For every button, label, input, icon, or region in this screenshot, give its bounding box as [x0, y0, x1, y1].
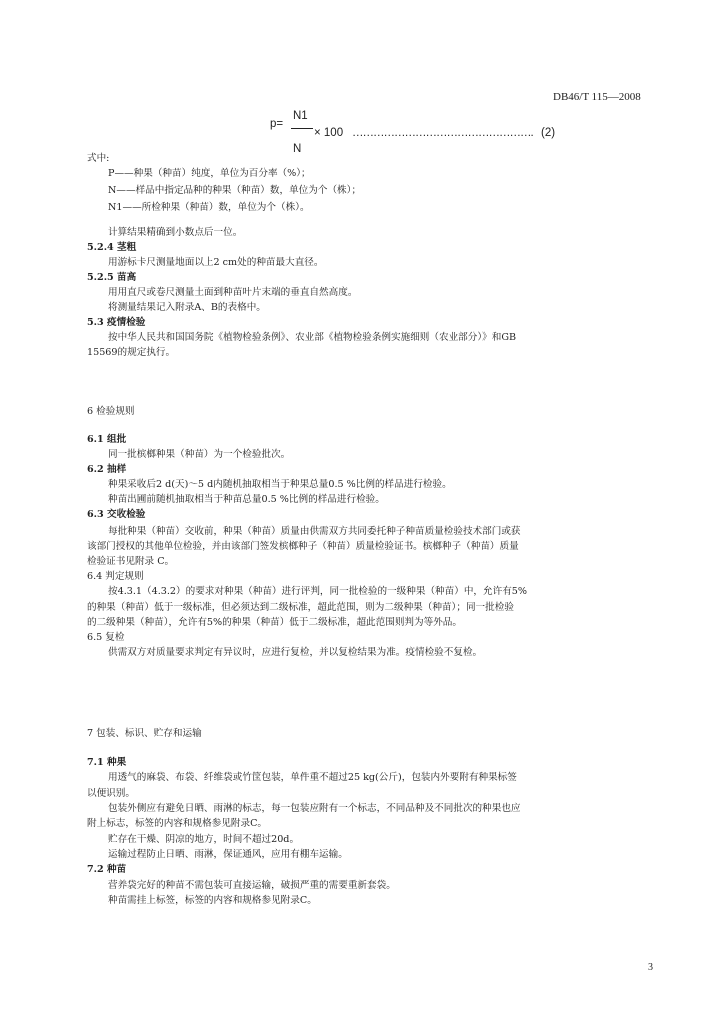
standard-code: DB46/T 115—2008 [553, 91, 641, 103]
section-7-2-p2: 种苗需挂上标签，标签的内容和规格参见附录C。 [108, 895, 317, 906]
section-6-3-line3: 检验证书见附录 C。 [87, 556, 175, 567]
section-5-2-4-body: 用游标卡尺测量地面以上2 cm处的种苗最大直径。 [108, 257, 324, 268]
page-number: 3 [648, 962, 653, 973]
section-5-2-5-title: 5.2.5 苗高 [87, 272, 137, 283]
section-6-5-body: 供需双方对质量要求判定有异议时，应进行复检，并以复检结果为准。疫情检验不复检。 [108, 647, 483, 658]
equation-number: (2) [541, 127, 556, 139]
section-7-1-p3: 贮存在干燥、阴凉的地方，时间不超过20d。 [108, 834, 300, 845]
fraction-bar [291, 128, 313, 129]
where-item-n1: N1——所检种果（种苗）数，单位为个（株）。 [108, 202, 310, 213]
section-6-1-title: 6.1 组批 [87, 434, 127, 445]
where-label: 式中: [87, 153, 110, 164]
section-7-1-title: 7.1 种果 [87, 757, 127, 768]
section-7-1-p1b: 以便识别。 [87, 788, 135, 799]
section-6-4-line1: 按4.3.1（4.3.2）的要求对种果（种苗）进行评判，同一批检验的一级种果（种苗）中，允许有5% [108, 586, 528, 597]
formula-times: × 100 [314, 127, 344, 139]
formula-numerator: N1 [293, 110, 308, 122]
section-5-2-5-body2: 将测量结果记入附录A、B的表格中。 [108, 302, 266, 313]
section-6-5-title: 6.5 复检 [87, 632, 125, 643]
formula-lhs: p= [270, 118, 284, 130]
section-7-1-p4: 运输过程防止日晒、雨淋，保证通风，应用有棚车运输。 [108, 849, 348, 860]
section-6-2-body2: 种苗出圃前随机抽取相当于种苗总量0.5 %比例的样品进行检验。 [108, 494, 385, 505]
section-7-1-p2b: 附上标志，标签的内容和规格参见附录C。 [87, 818, 268, 829]
section-5-3-line1: 按中华人民共和国国务院《植物检验条例》、农业部《植物检验条例实施细则（农业部分）》和GB [108, 332, 517, 343]
section-6-1-body: 同一批槟榔种果（种苗）为一个检验批次。 [108, 449, 291, 460]
section-7-2-p1: 营养袋完好的种苗不需包装可直接运输，破损严重的需要重新套袋。 [108, 880, 396, 891]
section-6-4-title: 6.4 判定规则 [87, 571, 144, 582]
where-item-n: N——样品中指定品种的种果（种苗）数，单位为个（株）； [108, 185, 362, 196]
section-5-3-title: 5.3 疫情检验 [87, 317, 146, 328]
section-7-1-p1a: 用透气的麻袋、布袋、纤维袋或竹筐包装，单件重不超过25 kg(公斤)，包装内外要附有种果标签 [108, 772, 517, 783]
precision-note: 计算结果精确到小数点后一位。 [108, 227, 243, 238]
section-6-3-line1: 每批种果（种苗）交收前，种果（种苗）质量由供需双方共同委托种子种苗质量检验技术部门或获 [108, 526, 521, 537]
chapter-7-title: 7 包装、标识、贮存和运输 [87, 728, 202, 739]
section-6-3-line2: 该部门授权的其他单位检验，并由该部门签发槟榔种子（种苗）质量检验证书。槟榔种子（种苗）质量 [87, 541, 519, 552]
section-7-2-title: 7.2 种苗 [87, 864, 127, 875]
section-5-2-5-body1: 用用直尺或卷尺测量土面到种苗叶片末端的垂直自然高度。 [108, 287, 358, 298]
section-6-2-body1: 种果采收后2 d(天)～5 d内随机抽取相当于种果总量0.5 %比例的样品进行检验。 [108, 479, 452, 490]
chapter-6-title: 6 检验规则 [87, 406, 135, 417]
section-6-3-title: 6.3 交收检验 [87, 509, 146, 520]
section-6-4-line3: 的二级种果（种苗），允许有5%的种果（种苗）低于二级标准，超此范围则判为等外品。 [87, 617, 462, 628]
section-6-4-line2: 的种果（种苗）低于一级标准，但必须达到二级标准，超此范围，则为二级种果（种苗）；同一批检验 [87, 602, 514, 613]
section-5-3-line2: 15569的规定执行。 [87, 347, 176, 358]
formula-dots: ……………………………………………. [352, 127, 533, 139]
section-7-1-p2a: 包装外侧应有避免日晒、雨淋的标志，每一包装应附有一个标志，不同品种及不同批次的种果也应 [108, 803, 521, 814]
formula-denominator: N [293, 143, 302, 155]
section-5-2-4-title: 5.2.4 茎粗 [87, 242, 137, 253]
where-item-p: P——种果（种苗）纯度，单位为百分率（%）； [108, 168, 311, 179]
section-6-2-title: 6.2 抽样 [87, 464, 127, 475]
